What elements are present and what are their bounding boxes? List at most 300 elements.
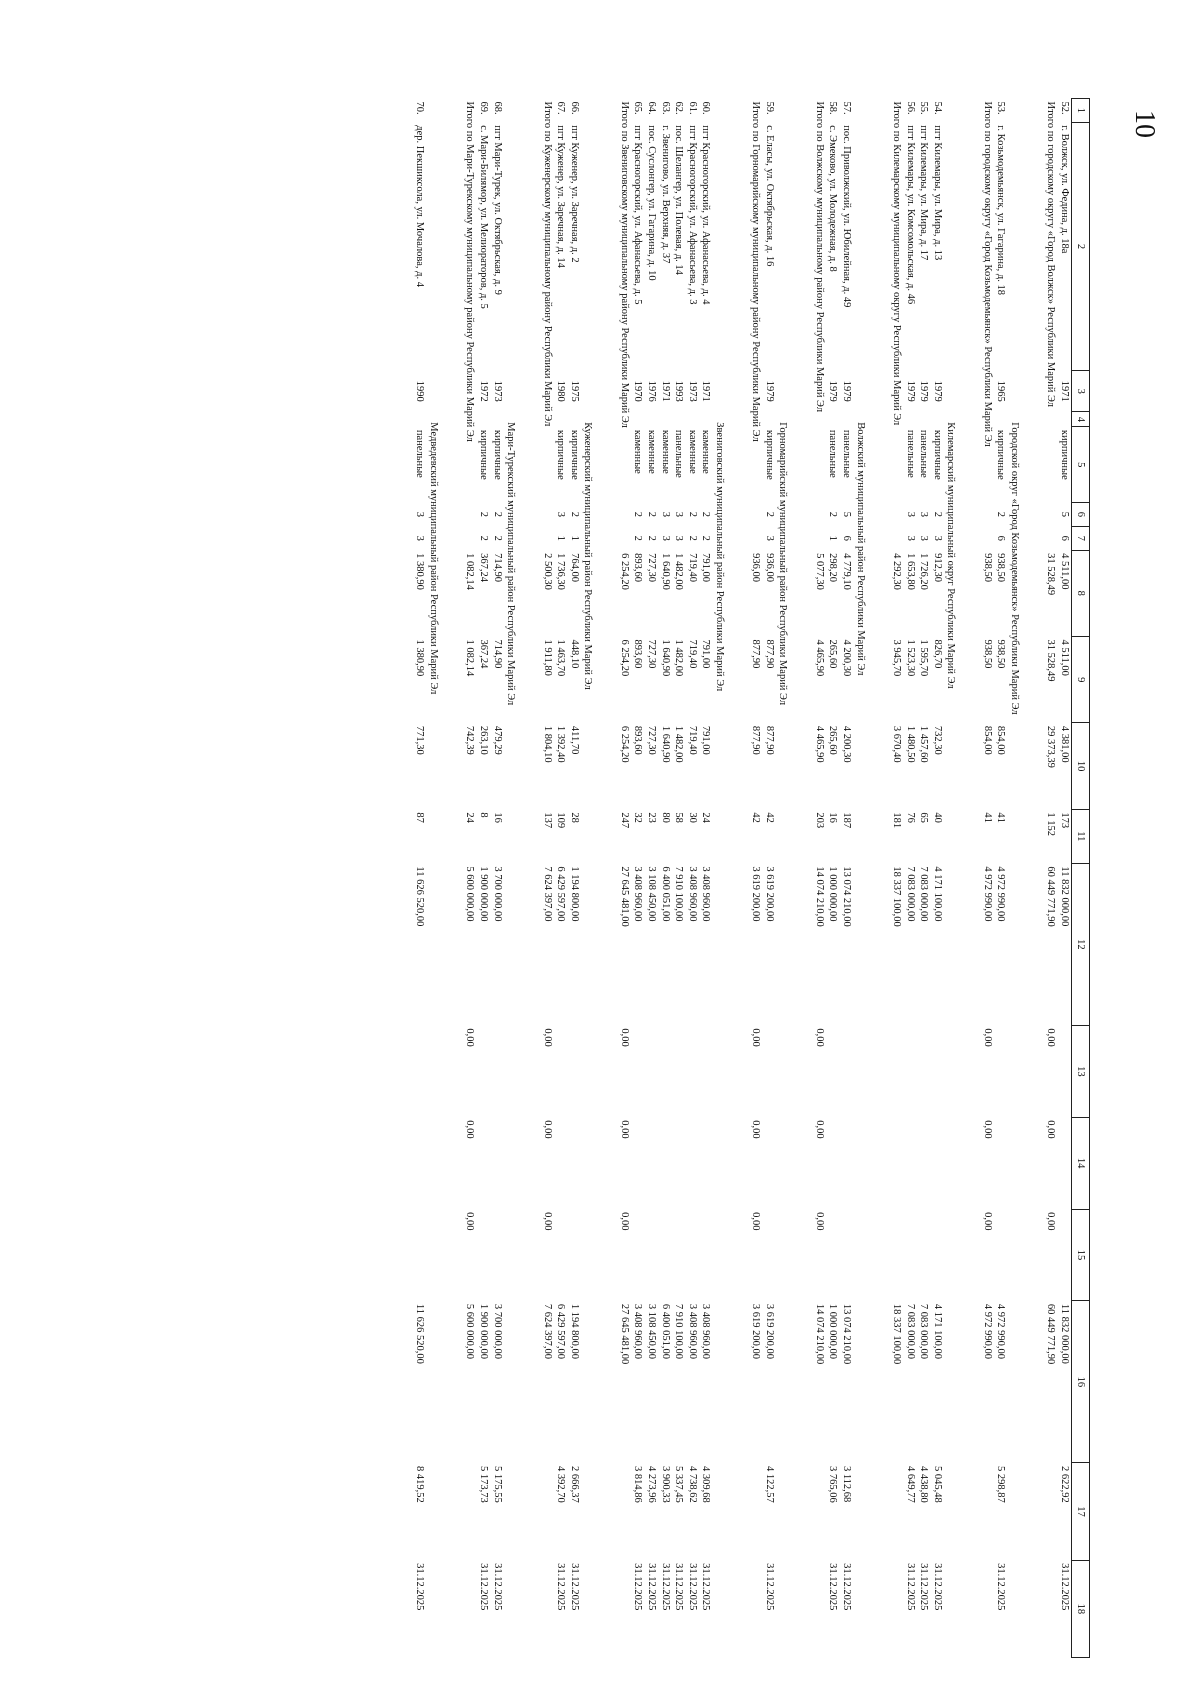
cell-c10: 719,40	[686, 725, 698, 755]
subtotal-label: Итого по Горномарийскому муниципальному району Республики Марий Эл	[750, 101, 762, 442]
cell-entr: 1	[827, 535, 839, 541]
subtotal-c11: 181	[891, 812, 903, 829]
subtotal-c8: 1 082,14	[464, 553, 476, 590]
cell-c10: 1 482,00	[673, 725, 685, 763]
cell-c16: 3 408 960,00	[632, 1303, 644, 1360]
cell-c14	[685, 1117, 699, 1209]
subtotal-c18	[540, 1560, 554, 1657]
cell-wall: кирпичные	[568, 429, 580, 480]
cell-no: 58.	[827, 101, 839, 115]
subtotal-c15: 0,00	[813, 1212, 825, 1231]
subtotal-c14: 0,00	[1045, 1120, 1057, 1139]
subtotal-row	[890, 99, 904, 1658]
cell-c9: 4 200,30	[840, 639, 852, 677]
subtotal-row	[1044, 99, 1058, 1658]
cell-wall: каменные	[700, 429, 712, 474]
region-heading: Горномарийский муниципальный район Республики Марий Эл	[777, 422, 789, 706]
subtotal-c13: 0,00	[1045, 1028, 1057, 1047]
cell-c12: 3 408 960,00	[700, 866, 712, 922]
cell-c14	[917, 1117, 931, 1209]
region-heading: Волжский муниципальный район Республики Марий Эл	[854, 422, 866, 676]
subtotal-label: Итого по городскому округу «Город Козьмодемьянск» Республики Марий Эл	[981, 101, 993, 447]
cell-year: 1979	[904, 380, 916, 402]
cell-wall: панельные	[840, 429, 852, 478]
subtotal-c12: 27 645 481,00	[618, 866, 630, 927]
cell-c11: 76	[904, 812, 916, 823]
subtotal-c16: 7 624 397,00	[541, 1303, 553, 1360]
cell-c18: 31.12.2025	[700, 1563, 712, 1611]
cell-c12: 3 619 200,00	[763, 866, 775, 922]
cell-c16: 1 000 000,00	[827, 1303, 839, 1360]
cell-c13	[685, 1025, 699, 1117]
cell-c18: 31.12.2025	[673, 1563, 685, 1611]
cell-c15	[490, 1209, 504, 1301]
cell-c9: 1 595,70	[918, 639, 930, 677]
cell-addr: г. Звенигово, ул. Верхняя, д. 37	[659, 125, 671, 264]
cell-floors: 3	[659, 511, 671, 518]
cell-c11: 23	[645, 812, 657, 823]
cell-entr: 3	[414, 535, 426, 541]
cell-c8: 1 640,90	[659, 553, 671, 590]
cell-c12: 6 400 051,00	[659, 866, 671, 922]
cell-c4	[762, 412, 776, 427]
cell-floors: 2	[568, 511, 580, 518]
subtotal-c14: 0,00	[750, 1120, 762, 1139]
subtotal-c14: 0,00	[813, 1120, 825, 1139]
cell-floors: 2	[632, 511, 644, 518]
cell-entr: 2	[700, 535, 712, 541]
cell-c13	[930, 1025, 944, 1117]
cell-c4	[1057, 412, 1071, 427]
region-heading: Куженерский муниципальный район Республики Марий Эл	[582, 422, 594, 690]
cell-c4	[554, 412, 568, 427]
cell-no: 53.	[995, 101, 1007, 115]
cell-entr: 6	[995, 535, 1007, 541]
subtotal-c15	[890, 1209, 904, 1301]
cell-entr: 2	[686, 535, 698, 541]
cell-year: 1979	[918, 380, 930, 402]
cell-year: 1976	[645, 380, 657, 402]
cell-addr: г. Волжск, ул. Федина, д. 18а	[1059, 125, 1070, 254]
cell-c4	[903, 412, 917, 427]
cell-entr: 3	[763, 535, 775, 541]
cell-wall: каменные	[632, 429, 644, 474]
cell-no: 66.	[568, 101, 580, 115]
cell-c14	[762, 1117, 776, 1209]
cell-c13	[658, 1025, 672, 1117]
cell-c11: 42	[763, 812, 775, 823]
cell-c14	[672, 1117, 686, 1209]
subtotal-c18	[980, 1560, 994, 1657]
subtotal-c9: 4 465,90	[813, 639, 825, 677]
cell-c10: 1 640,90	[659, 725, 671, 763]
cell-floors: 2	[700, 511, 712, 518]
table-row	[672, 99, 686, 1658]
cell-c18: 31.12.2025	[632, 1563, 644, 1611]
cell-c4	[477, 412, 491, 427]
cell-c4	[490, 412, 504, 427]
column-header-4: 4	[1072, 412, 1090, 427]
cell-year: 1979	[840, 380, 852, 402]
cell-c15	[762, 1209, 776, 1301]
subtotal-c10: 1 804,10	[541, 725, 553, 763]
cell-c15	[930, 1209, 944, 1301]
cell-c10: 1 480,50	[904, 725, 916, 763]
cell-no: 65.	[632, 101, 644, 115]
cell-c13	[839, 1025, 853, 1117]
cell-no: 62.	[673, 101, 685, 115]
spacer-row	[449, 99, 463, 1658]
cell-entr: 3	[918, 535, 930, 541]
cell-c4	[930, 412, 944, 427]
cell-c14	[826, 1117, 840, 1209]
cell-c16: 6 429 597,00	[555, 1303, 567, 1360]
column-header-15: 15	[1072, 1209, 1090, 1301]
cell-c10: 1 392,40	[555, 725, 567, 763]
cell-c15	[685, 1209, 699, 1301]
table-row	[699, 99, 713, 1658]
housing-register-table	[413, 98, 1090, 1658]
cell-c10: 854,00	[995, 725, 1007, 755]
cell-c13	[477, 1025, 491, 1117]
cell-c16: 11 626 520,00	[414, 1303, 426, 1364]
cell-c8: 714,90	[491, 553, 503, 582]
subtotal-c18	[749, 1560, 763, 1657]
cell-wall: кирпичные	[555, 429, 567, 480]
cell-c18: 31.12.2025	[995, 1563, 1007, 1611]
cell-c9: 826,70	[931, 639, 943, 669]
cell-addr: пос. Шелангер, ул. Полевая, д. 14	[673, 125, 685, 275]
subtotal-c10: 29 373,39	[1045, 725, 1057, 768]
cell-c13	[567, 1025, 581, 1117]
cell-wall: каменные	[686, 429, 698, 474]
cell-c17: 5 045,48	[931, 1465, 943, 1503]
subtotal-c14: 0,00	[618, 1120, 630, 1139]
cell-c12: 11 626 520,00	[414, 866, 426, 927]
cell-addr: пгт Килемары, ул. Мира, д. 13	[931, 125, 943, 261]
cell-c18: 31.12.2025	[659, 1563, 671, 1611]
cell-addr: пгт Красногорский, ул. Афанасьева, д. 4	[700, 125, 712, 305]
cell-c17: 3 112,68	[840, 1465, 852, 1503]
cell-entr: 2	[491, 535, 503, 541]
subtotal-c17	[617, 1463, 631, 1560]
cell-c8: 298,20	[827, 553, 839, 582]
cell-c15	[917, 1209, 931, 1301]
cell-year: 1973	[491, 380, 503, 402]
cell-c12: 3 700 000,00	[491, 866, 503, 922]
cell-c17: 4 649,77	[904, 1465, 916, 1503]
cell-c4	[839, 412, 853, 427]
region-heading: Городской округ «Город Козьмодемьянск» Республики Марий Эл	[1008, 422, 1020, 715]
cell-addr: пгт Куженер, ул. Заречная, д. 2	[568, 125, 580, 263]
table-row	[917, 99, 931, 1658]
subtotal-c18	[1044, 1560, 1058, 1657]
cell-c9: 719,40	[686, 639, 698, 669]
cell-c8: 764,00	[568, 553, 580, 582]
cell-c16: 7 910 100,00	[673, 1303, 685, 1360]
column-number-header	[1072, 99, 1090, 1658]
cell-c9: 727,30	[645, 639, 657, 669]
cell-c9: 4 511,00	[1059, 639, 1070, 676]
cell-c16: 3 700 000,00	[491, 1303, 503, 1360]
cell-c12: 6 429 597,00	[555, 866, 567, 922]
cell-c11: 24	[700, 812, 712, 823]
table-row	[644, 99, 658, 1658]
cell-c9: 1 463,70	[555, 639, 567, 677]
cell-c17: 4 438,80	[918, 1465, 930, 1503]
spacer-row	[876, 99, 890, 1658]
cell-c18: 31.12.2025	[686, 1563, 698, 1611]
cell-c14	[413, 1117, 427, 1209]
column-header-7: 7	[1072, 526, 1090, 550]
subtotal-label: Итого по Мари-Турекскому муниципальному району Республики Марий Эл	[464, 101, 476, 442]
cell-c14	[490, 1117, 504, 1209]
region-heading-row	[581, 99, 604, 1658]
cell-c9: 714,90	[491, 639, 503, 669]
cell-c8: 4 511,00	[1059, 553, 1070, 590]
subtotal-c8: 2 500,30	[541, 553, 553, 590]
cell-addr: с. Мари-Билямор, ул. Мелиораторов, д. 5	[478, 125, 490, 309]
cell-c13	[994, 1025, 1008, 1117]
table-body	[413, 99, 1072, 1658]
cell-c8: 938,50	[995, 553, 1007, 582]
table-row	[826, 99, 840, 1658]
subtotal-c9: 877,90	[750, 639, 762, 669]
cell-c4	[699, 412, 713, 427]
cell-floors: 2	[763, 511, 775, 518]
cell-c10: 1 457,60	[918, 725, 930, 763]
cell-floors: 3	[918, 511, 930, 518]
cell-wall: кирпичные	[478, 429, 490, 480]
table-row	[631, 99, 645, 1658]
table-row	[994, 99, 1008, 1658]
cell-addr: пгт Килемары, ул. Мира, д. 17	[918, 125, 930, 261]
subtotal-c14: 0,00	[464, 1120, 476, 1139]
region-heading-row	[712, 99, 735, 1658]
cell-c14	[567, 1117, 581, 1209]
cell-no: 70.	[414, 101, 426, 115]
subtotal-c17	[812, 1463, 826, 1560]
cell-c13	[699, 1025, 713, 1117]
cell-c4	[826, 412, 840, 427]
cell-c12: 3 408 960,00	[686, 866, 698, 922]
cell-c11: 187	[840, 812, 852, 829]
cell-addr: дер. Пекшиксола, ул. Мочалова, д. 4	[414, 125, 426, 288]
cell-no: 54.	[931, 101, 943, 115]
subtotal-c10: 854,00	[981, 725, 993, 755]
cell-c9: 877,90	[763, 639, 775, 669]
cell-wall: кирпичные	[491, 429, 503, 480]
cell-c8: 1 736,30	[555, 553, 567, 590]
subtotal-c14	[890, 1117, 904, 1209]
cell-c17: 3 765,06	[827, 1465, 839, 1503]
cell-wall: кирпичные	[931, 429, 943, 480]
cell-c10: 727,30	[645, 725, 657, 755]
cell-c13	[554, 1025, 568, 1117]
cell-c17: 5 337,45	[673, 1465, 685, 1503]
subtotal-c15: 0,00	[981, 1212, 993, 1231]
subtotal-c17	[540, 1463, 554, 1560]
cell-c11: 80	[659, 812, 671, 823]
cell-c8: 912,30	[931, 553, 943, 582]
cell-c9: 265,60	[827, 639, 839, 669]
cell-c18: 31.12.2025	[645, 1563, 657, 1611]
cell-c14	[839, 1117, 853, 1209]
cell-floors: 3	[673, 511, 685, 518]
cell-c16: 3 108 450,00	[645, 1303, 657, 1360]
cell-year: 1990	[414, 380, 426, 402]
subtotal-c13: 0,00	[541, 1028, 553, 1047]
column-header-13: 13	[1072, 1025, 1090, 1117]
cell-c17: 2 666,37	[568, 1465, 580, 1503]
column-header-5: 5	[1072, 427, 1090, 503]
cell-c8: 791,00	[700, 553, 712, 582]
column-header-2: 2	[1072, 122, 1090, 370]
subtotal-c12: 4 972 990,00	[981, 866, 993, 922]
region-heading-row	[1007, 99, 1030, 1658]
subtotal-c16: 60 449 771,90	[1045, 1303, 1057, 1365]
cell-year: 1965	[995, 380, 1007, 402]
subtotal-c18	[812, 1560, 826, 1657]
subtotal-c15: 0,00	[750, 1212, 762, 1231]
spacer-row	[735, 99, 749, 1658]
subtotal-c13: 0,00	[750, 1028, 762, 1047]
cell-c11: 28	[568, 812, 580, 823]
cell-c15	[658, 1209, 672, 1301]
table-row	[413, 99, 427, 1658]
subtotal-c16: 5 600 000,00	[464, 1303, 476, 1360]
cell-wall: панельные	[827, 429, 839, 478]
cell-c14	[1057, 1117, 1071, 1209]
subtotal-c13	[890, 1025, 904, 1117]
subtotal-c9: 938,50	[981, 639, 993, 669]
column-header-6: 6	[1072, 503, 1090, 527]
cell-c15	[644, 1209, 658, 1301]
cell-c13	[413, 1025, 427, 1117]
cell-c16: 7 083 000,00	[904, 1303, 916, 1360]
cell-addr: с. Еласы, ул. Октябрьская, д. 16	[763, 125, 775, 267]
cell-entr: 2	[645, 535, 657, 541]
cell-c13	[644, 1025, 658, 1117]
cell-year: 1980	[555, 380, 567, 402]
cell-floors: 2	[686, 511, 698, 518]
subtotal-c15: 0,00	[541, 1212, 553, 1231]
subtotal-c12: 18 337 100,00	[891, 866, 903, 927]
cell-c9: 791,00	[700, 639, 712, 669]
column-header-11: 11	[1072, 809, 1090, 863]
subtotal-c13: 0,00	[618, 1028, 630, 1047]
cell-wall: кирпичные	[995, 429, 1007, 480]
cell-addr: пос. Приволжский, ул. Юбилейная, д. 49	[840, 125, 852, 308]
spacer-row	[603, 99, 617, 1658]
cell-c17: 5 173,73	[478, 1465, 490, 1503]
cell-c18: 31.12.2025	[1059, 1563, 1070, 1611]
subtotal-c13: 0,00	[464, 1028, 476, 1047]
cell-no: 69.	[478, 101, 490, 115]
subtotal-c14: 0,00	[981, 1120, 993, 1139]
cell-c11: 109	[555, 812, 567, 829]
cell-c8: 367,24	[478, 553, 490, 582]
subtotal-c12: 14 074 210,00	[813, 866, 825, 927]
cell-c4	[631, 412, 645, 427]
table-row	[658, 99, 672, 1658]
subtotal-c11: 203	[813, 812, 825, 829]
cell-c12: 4 972 990,00	[995, 866, 1007, 922]
cell-c11: 40	[931, 812, 943, 823]
cell-c11: 58	[673, 812, 685, 823]
cell-c4	[917, 412, 931, 427]
cell-floors: 5	[1059, 511, 1070, 518]
cell-floors: 2	[491, 511, 503, 518]
cell-c8: 1 726,20	[918, 553, 930, 590]
cell-c11: 30	[686, 812, 698, 823]
cell-c10: 263,10	[478, 725, 490, 755]
cell-entr: 6	[840, 535, 852, 541]
subtotal-c10: 4 465,90	[813, 725, 825, 763]
cell-wall: панельные	[918, 429, 930, 478]
cell-c9: 938,50	[995, 639, 1007, 669]
cell-c8: 1 653,80	[904, 553, 916, 590]
cell-wall: панельные	[673, 429, 685, 478]
region-heading-row	[853, 99, 876, 1658]
spacer-row	[526, 99, 540, 1658]
cell-c11: 32	[632, 812, 644, 823]
cell-addr: пгт Красногорский, ул. Афанасьева, д. 5	[632, 125, 644, 305]
cell-c13	[917, 1025, 931, 1117]
subtotal-c17	[1044, 1463, 1058, 1560]
cell-c10: 4 200,30	[840, 725, 852, 763]
subtotal-label: Итого по Килемарскому муниципальному округу Республики Марий Эл	[891, 101, 903, 426]
cell-c14	[477, 1117, 491, 1209]
cell-c13	[672, 1025, 686, 1117]
cell-c4	[994, 412, 1008, 427]
cell-entr: 2	[478, 535, 490, 541]
cell-no: 57.	[840, 101, 852, 115]
spacer-row	[966, 99, 980, 1658]
subtotal-c10: 6 254,20	[618, 725, 630, 763]
subtotal-c11: 137	[541, 812, 553, 829]
region-heading-row	[944, 99, 967, 1658]
cell-wall: кирпичные	[763, 429, 775, 480]
cell-c4	[644, 412, 658, 427]
subtotal-c8: 938,50	[981, 553, 993, 582]
column-header-16: 16	[1072, 1301, 1090, 1463]
subtotal-c11: 42	[750, 812, 762, 823]
cell-c10: 732,30	[931, 725, 943, 755]
subtotal-c15: 0,00	[618, 1212, 630, 1231]
subtotal-label: Итого по Волжскому муниципальному району Республики Марий Эл	[813, 101, 825, 413]
subtotal-c14: 0,00	[541, 1120, 553, 1139]
cell-addr: пгт Красногорский, ул. Афанасьева, д. 3	[686, 125, 698, 305]
cell-c12: 7 083 000,00	[918, 866, 930, 922]
cell-c10: 877,90	[763, 725, 775, 755]
cell-c4	[658, 412, 672, 427]
subtotal-c10: 742,39	[464, 725, 476, 755]
subtotal-c16: 14 074 210,00	[813, 1303, 825, 1365]
subtotal-label: Итого по Звениговскому муниципальному району Республики Марий Эл	[618, 101, 630, 428]
cell-no: 60.	[700, 101, 712, 115]
cell-c14	[658, 1117, 672, 1209]
subtotal-c12: 3 619 200,00	[750, 866, 762, 922]
cell-c12: 1 000 000,00	[827, 866, 839, 922]
cell-entr: 3	[904, 535, 916, 541]
cell-c15	[903, 1209, 917, 1301]
cell-floors: 2	[931, 511, 943, 518]
cell-no: 67.	[555, 101, 567, 115]
column-header-3: 3	[1072, 371, 1090, 412]
cell-c15	[826, 1209, 840, 1301]
column-header-9: 9	[1072, 637, 1090, 723]
